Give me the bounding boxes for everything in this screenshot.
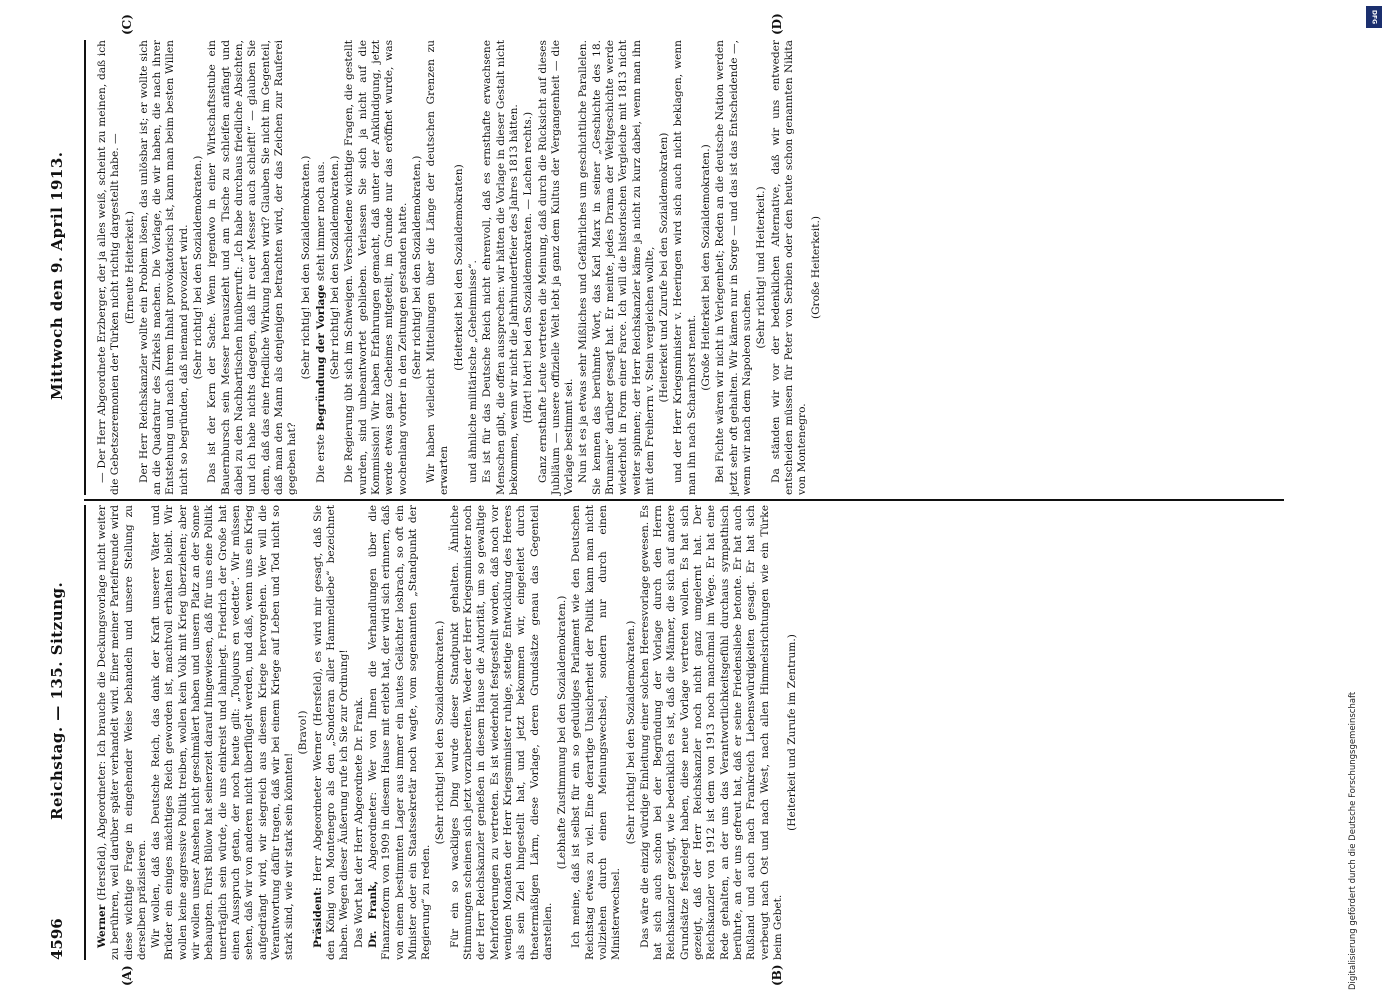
paragraph [96,40,123,495]
paragraph-text: (Sehr richtig! bei den Sozialdemokraten.) [192,155,205,380]
paragraph [367,505,433,960]
interjection [700,40,713,495]
paragraph-text: Abgeordneter: Wer von Ihnen die Verhandlungen über die Finanzreform von 1909 in diesem Hause mit erlebt hat, der wird sich erinnern, daß von einem bestimmten Lager aus immer ein lautes Gelächter losbrach, so oft ein Minister oder ein Staatssekretär noch wagte, vom sogenannten „Standpunkt der Regierung“ zu reden. [366,504,433,960]
margin-letter-a: (A) [120,965,134,986]
paragraph-text: (Sehr richtig! bei den Sozialdemokraten.) [434,620,447,845]
interjection [434,505,447,960]
paragraph-text: Das wäre die einzig würdige Einleitung einer solchen Heeresvorlage gewesen. Es hat sich auch schon bei der Begründung der Vorlage durch den Herrn Reichskanzler gezeigt, wie bedenklich es ist, daß die Männer, die sich auf andere Grundsätze festgelegt haben, diese neue Vorlage vertreten wollen. Es hat sich gezeigt, daß der Herr Reichskanzler noch nicht ganz umgelernt hat. Der Reichskanzler von 1912 ist dem von 1913 noch manchmal im Wege. Er hat eine Rede gehalten, an der uns das Verantwortlichkeitsgefühl durchaus sympathisch berührte, an der uns gefreut hat, daß er seine Friedensliebe betonte. Er hat auch Rußland und auch nach Frankreich Liebenswürdigkeiten gesagt. Er hat sich verbeugt nach Ost und nach West, nach allen Himmelsrichtungen wie ein Türke beim Gebet. [638,505,784,960]
paragraph-text: (Sehr richtig! bei den Sozialdemokraten.) [624,620,637,845]
paragraph-text: (Heiterkeit und Zurufe im Zentrum.) [786,634,799,831]
paragraph-text: (Sehr richtig! bei den Sozialdemokraten.) [300,155,313,380]
interjection [786,505,799,960]
paragraph-text: Bei Fichte wären wir nicht in Verlegenheit; Reden an die deutsche Nation werden jetzt sehr oft gehalten. Wir kämen nur in Sorge — und das ist das Entscheidende —, wenn wir nach dem Napoleon suchen. [714,40,753,495]
paragraph [449,505,555,960]
interjection [658,40,671,495]
interjection [329,40,342,495]
speaker-name: Werner [96,904,108,948]
speaker-name: Dr. Frank, [366,880,379,948]
paragraph [639,505,785,960]
paragraph [770,40,810,495]
paragraph [425,40,452,495]
paragraph [714,40,754,495]
paragraph-text: Das Wort hat der Herr Abgeordnete Dr. Frank. [352,696,365,948]
paragraph-text: (Erneute Heiterkeit.) [123,210,136,325]
right-running-title: Mittwoch den 9. April 1913. [48,151,66,400]
paragraph [672,40,699,495]
paragraph [353,505,366,960]
margin-letter-d: (D) [770,13,784,35]
margin-letter-b: (B) [770,964,784,986]
paragraph-text: Herr Abgeordneter Werner (Hersfeld), es wird mir gesagt, daß Sie den König von Montenegro als den „Sonderan aller Hammeldiebe“ bezeichnet haben. Wegen dieser Äußerung rufe ich Sie zur Ordnung! [311,505,351,960]
dfg-logo: DFG [1366,6,1382,28]
interjection [810,40,823,495]
paragraph [570,505,623,960]
paragraph-text: Die Regierung übt sich im Schweigen. Verschiedene wichtige Fragen, die gestellt wurden, sind unbeantwortet geblieben. Verlassen Sie sich ja nicht auf die Kommission! Wir haben Erfahrungen gemacht, daß unter der Ankündigung, jetzt werde etwas ganz Geheimes mitgeteilt, im Grunde nur das eröffnet wurde, was wochenlang vorher in den Zeitungen gestanden hatte. [343,40,409,495]
speaker-name: Präsident: [311,886,324,948]
paragraph-text: — Der Herr Abgeordnete Erzberger, der ja alles weiß, scheint zu meinen, daß ich die Gebetszeremonien der Türken nicht richtig dargestellt habe. — [96,40,122,495]
paragraph-text: und ähnliche militärische „Geheimnisse“. [467,260,480,483]
paragraph [315,40,328,495]
paragraph-text: und der Herr Kriegsminister v. Heeringen wird sich auch nicht beklagen, wenn man ihn nach Scharnhorst nennt. [672,40,698,495]
interjection [411,40,424,495]
paragraph [138,40,191,495]
paragraph-text: Für ein so wackliges Ding wurde dieser Standpunkt gehalten. Ähnliche Stimmungen scheinen sich jetzt vorzubereiten. Weder der Herr Kriegsminister noch der Herr Reichskanzler genießen in diesem Hause die Autorität, um so gewaltige Mehrforderungen zu vertreten. Es ist wiederholt festgestellt worden, daß noch vor wenigen Monaten der Herr Kriegsminister ruhige, stetige Entwicklung des Heeres als sein Ziel hingestellt hat, und jetzt bekommen wir, eingeleitet durch theatermäßigen Lärm, diese Vorlage, deren Grundsätze genau das Gegenteil darstellen. [448,505,554,960]
header-rule-left [84,505,86,960]
paragraph [96,505,149,960]
paragraph [537,40,577,495]
paragraph-text: Da ständen wir vor der bedenklichen Alternative, daß wir uns entweder entscheiden müssen für Peter von Serbien oder den heute schon genannten Nikita von Montenegro. [769,40,809,495]
interjection [192,40,205,495]
interjection [453,40,466,495]
paragraph-text: (Sehr richtig! bei den Sozialdemokraten.) [329,155,342,380]
paragraph-text: (Sehr richtig! und Heiterkeit.) [755,186,768,349]
paragraph-text: Der Herr Reichskanzler wollte ein Problem lösen, das unlösbar ist; er wollte sich an die Quadratur des Zirkels machen. Die Vorlage, die wir haben, die nach ihrer Entstehung und nach ihrem Inhalt provokatorisch ist, kann man beim besten Willen nicht so begründen, daß niemand provoziert wird. [137,40,190,495]
interjection [556,505,569,960]
paragraph-text: (Lebhafte Zustimmung bei den Sozialdemokraten.) [556,595,569,870]
paragraph [312,505,352,960]
interjection [297,505,310,960]
left-column [96,505,800,960]
paragraph [150,505,296,960]
interjection [300,40,313,495]
paragraph-text: Wir wollen, daß das Deutsche Reich, das dank der Kraft unserer Väter und Brüder ein einiges mächtiges Reich geworden ist, machtvoll erhalten bleibt. Wir wollen keine aggressive Politik treiben, wollen kein Volk mit Krieg überziehen; aber wir wollen unser Ansehen nicht geschmälert haben und unsern Platz an der Sonne behaupten. Fürst Bülow hat seinerzeit darauf hingewiesen, daß für uns eine Politik unerträglich sein würde, die uns einkreist und lahmlegt. Friedrich der Große hat einen Ausspruch getan, der noch heute gilt: „Toujours en vedette“. Wir müssen sehen, daß wir von anderen nicht überflügelt werden, und daß, wenn uns ein Krieg aufgedrängt wird, wir siegreich aus diesem Kriege hervorgehen. Wer will die Verantwortung dafür tragen, daß wir bei einem Kriege auf Leben und Tod nicht so stark sind, wie wir stark sein könnten! [150,505,296,960]
margin-letter-c: (C) [120,14,134,35]
paragraph-text: (Große Heiterkeit bei den Sozialdemokraten.) [700,144,713,391]
paragraph [577,40,657,495]
paragraph-text: Das ist der Kern der Sache. Wenn irgendwo in einer Wirtschaftsstube ein Bauernbursch sein Messer herauszieht und am Tische zu schleifen anfängt und dabei zu den Nachbartischen hinüberruft: „Ich habe durchaus friedliche Absichten, und ich habe nichts dagegen, daß ihr euer Messer auch schleift!“ — glauben Sie denn, daß das eine friedliche Wirkung haben wird? Glauben Sie nicht im Gegenteil, daß man den Mann als denjenigen betrachten wird, der das Zeichen zur Rauferei gegeben hat? [206,40,299,495]
paragraph-text: Es ist für das Deutsche Reich nicht ehrenvoll, daß es ernsthafte erwachsene Menschen gibt, die offen aussprechen: wir hätten die Vorlage in dieser Gestalt nicht bekommen, wenn wir nicht die Jahrhundertfeier des Jahres 1813 hätten. [481,40,520,495]
paragraph-text: Ganz ernsthafte Leute vertreten die Meinung, daß durch die Rücksicht auf dieses Jubiläum — unsere offizielle Welt lebt ja ganz dem Kultus der Vergangenheit — die Vorlage bestimmt sei. [536,40,576,495]
interjection [522,40,535,495]
paragraph-text: (Große Heiterkeit.) [810,215,823,320]
paragraph [481,40,521,495]
left-running-title: Reichstag. — 135. Sitzung. [48,581,66,820]
paragraph-text: Wir haben vielleicht Mitteilungen über die Länge der deutschen Grenzen zu erwarten [425,40,451,495]
interjection [755,40,768,495]
paragraph-text: Nun ist es ja etwas sehr Mißliches und Gefährliches um geschichtliche Parallelen. Sie kennen das berühmte Wort, das Karl Marx in seiner „Geschichte des 18. Brumaire“ darüber gesagt hat. Er meinte, jedes Drama der Weltgeschichte werde wiederholt in Form einer Farce. Ich will die historischen Vergleiche mit 1813 nicht weiter spinnen; der Herr Reichskanzler käme ja nicht zu kurz dabei, wenn man ihn mit dem Freiherrn v. Stein vergleichen wollte, [577,40,656,495]
paragraph [467,40,480,495]
paragraph-text: (Heiterkeit bei den Sozialdemokraten) [452,164,465,371]
header-rule-right [84,40,86,495]
paragraph-text: (Hersfeld), Abgeordneter: Ich brauche die Deckungsvorlage nicht weiter zu berühren, weil darüber später verhandelt wird. Einer meiner Parteifreunde wird diese wichtige Frage in eingehender Weise behandeln und unsere Stellung zu derselben präzisieren. [96,505,148,960]
paragraph-text: (Hört! hört! bei den Sozialdemokraten. — Lachen rechts.) [522,111,535,424]
column-divider [84,499,1284,501]
paragraph-text: Ich meine, daß ist selbst für ein so geduldiges Parlament wie den Deutschen Reichstag etwas zu viel. Eine derartige Unsicherheit der Politik kann man nicht vollziehen durch einen Meinungswechsel, sondern nur durch einen Ministerwechsel. [570,505,623,960]
paragraph [343,40,409,495]
paragraph [206,40,299,495]
right-column [96,40,825,495]
page-number: 4596 [48,918,66,960]
interjection [625,505,638,960]
page-header [48,20,76,960]
paragraph-text: (Sehr richtig! bei den Sozialdemokraten.) [410,155,423,380]
emphasis: Begründung der Vorlage [314,284,327,431]
paragraph-text: (Heiterkeit und Zurufe bei den Sozialdemokraten) [658,132,671,403]
digitization-note: Digitalisierung gefördert durch die Deutsche Forschungsgemeinschaft [1348,691,1358,990]
interjection [124,40,137,495]
paragraph-text: steht immer noch aus. [314,161,327,285]
paragraph-text: Die erste [314,430,327,483]
paragraph-text: (Bravo!) [297,710,310,755]
